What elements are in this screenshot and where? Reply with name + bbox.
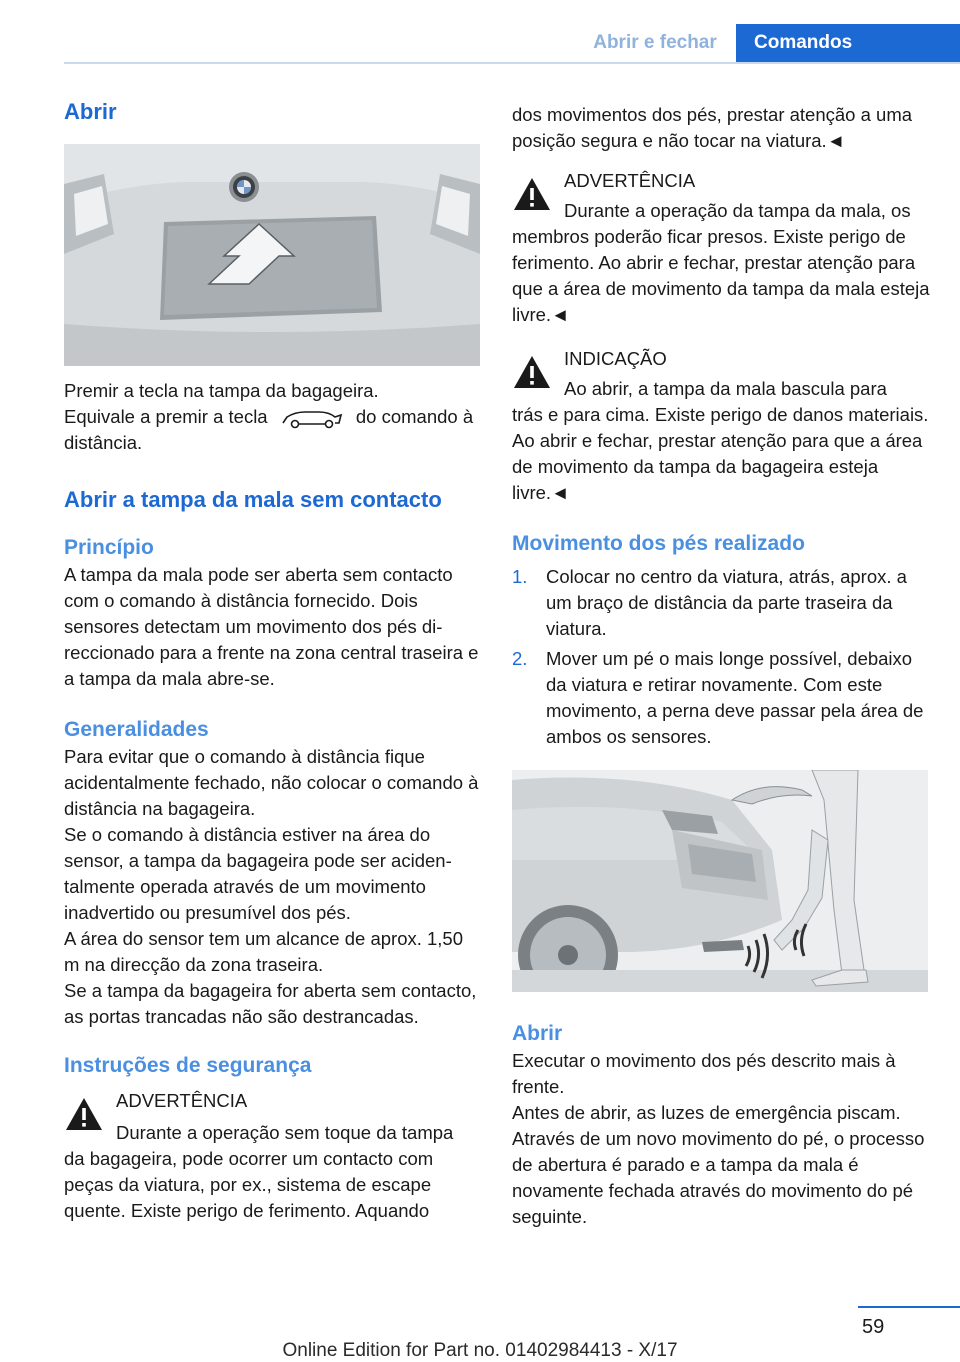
warning-box-1 bbox=[64, 1088, 482, 1224]
header-section-tab[interactable]: Abrir e fechar bbox=[593, 32, 717, 53]
steps-list bbox=[512, 564, 932, 750]
paragraph-abrir-3: Através de um novo movimento do pé, o processo de abertura é parado e a tampa da mala é novamente fechada através do movimento do pé seguinte. bbox=[512, 1128, 925, 1227]
header-divider bbox=[64, 62, 960, 64]
paragraph-abrir-2: Antes de abrir, as luzes de emergência piscam. bbox=[512, 1102, 901, 1123]
paragraph-gen-1: Para evitar que o comando à distância fique acidentalmente fechado, não colocar o comando à distância na bagageira. bbox=[64, 746, 479, 819]
warning-1-rest: da bagageira, pode ocorrer um contacto com peças da viatura, por ex., sistema de escape quente. Existe perigo de ferimento. Aquando bbox=[64, 1148, 434, 1221]
warning-triangle-icon bbox=[64, 1096, 104, 1132]
warning-2-title: ADVERTÊNCIA bbox=[564, 170, 696, 191]
paragraph-gen-4: Se a tampa da bagageira for aberta sem contacto, as portas trancadas não são destrancadas. bbox=[64, 980, 477, 1027]
paragraph-gen-2: Se o comando à distância estiver na área do sensor, a tampa da bagageira pode ser acidentalmente operada através de um movimento inadvertido ou presumível dos pés. bbox=[64, 824, 452, 923]
warning-2-lead: Durante a operação da tampa da mala, os bbox=[564, 200, 911, 221]
heading-movimento: Movimento dos pés realizado bbox=[512, 532, 805, 555]
warning-triangle-icon bbox=[512, 354, 552, 390]
heading-abrir-2: Abrir bbox=[512, 1022, 563, 1045]
paragraph-gen-3: A área do sensor tem um alcance de aprox. 1,50 m na direcção da zona traseira. bbox=[64, 928, 464, 975]
notice-title: INDICAÇÃO bbox=[564, 348, 667, 369]
trunk-button-illustration bbox=[64, 144, 480, 366]
heading-generalidades: Generalidades bbox=[64, 718, 209, 741]
heading-principio: Princípio bbox=[64, 536, 154, 559]
list-item bbox=[512, 564, 932, 642]
page-number: 59 bbox=[862, 1316, 885, 1338]
paragraph-equivale-cont: distância. bbox=[64, 432, 143, 453]
step-text: Mover um pé o mais longe possível, debaixo da viatura e retirar novamente. Com este movimento, a perna deve passar pela área de ambos os sensores. bbox=[546, 648, 924, 747]
list-item bbox=[512, 646, 932, 750]
heading-sem-contacto: Abrir a tampa da mala sem contacto bbox=[64, 487, 442, 512]
heading-abrir: Abrir bbox=[64, 99, 117, 124]
paragraph-equivale bbox=[64, 404, 482, 456]
notice-lead: Ao abrir, a tampa da mala bascula para bbox=[564, 378, 887, 399]
warning-triangle-icon bbox=[512, 176, 552, 212]
paragraph-equivale-before: Equivale a premir a tecla bbox=[64, 406, 268, 427]
warning-1-lead: Durante a operação sem toque da tampa bbox=[116, 1122, 454, 1143]
step-text: Colocar no centro da viatura, atrás, aprox. a um braço de distância da parte traseira da viatura. bbox=[546, 566, 907, 639]
car-trunk-icon bbox=[279, 407, 345, 429]
header-chapter-tab[interactable]: Comandos bbox=[736, 24, 960, 62]
paragraph-premir: Premir a tecla na tampa da bagageira. bbox=[64, 380, 379, 401]
warning-1-title: ADVERTÊNCIA bbox=[116, 1090, 248, 1111]
warning-2-rest: membros poderão ficar presos. Existe perigo de ferimento. Ao abrir e fechar, prestar atenção para que a área de movimento da tampa da mala esteja livre.◄ bbox=[512, 226, 930, 325]
warning-box-2 bbox=[512, 168, 932, 328]
notice-rest: trás e para cima. Existe perigo de danos materiais. Ao abrir e fechar, prestar atenção para que a área de movimento da tampa da bagageira esteja livre.◄ bbox=[512, 404, 929, 503]
step-number: 2. bbox=[512, 648, 528, 669]
right-column bbox=[512, 102, 932, 1230]
paragraph-principio: A tampa da mala pode ser aberta sem contacto com o comando à distância fornecido. Dois sensores detectam um movimento dos pés direccionado para a frente na zona central traseira e a tampa da mala abre-se. bbox=[64, 564, 479, 689]
paragraph-continuation: dos movimentos dos pés, prestar atenção a uma posição segura e não tocar na viatura.◄ bbox=[512, 104, 913, 151]
footer-divider bbox=[858, 1306, 960, 1308]
foot-movement-illustration bbox=[512, 770, 928, 992]
edition-footer: Online Edition for Part no. 01402984413 - X/17 bbox=[282, 1340, 678, 1361]
paragraph-equivale-after: do comando à bbox=[355, 406, 474, 427]
notice-box bbox=[512, 346, 932, 506]
heading-instrucoes: Instruções de segurança bbox=[64, 1054, 312, 1077]
step-number: 1. bbox=[512, 566, 528, 587]
left-column bbox=[64, 98, 482, 1224]
paragraph-abrir-1: Executar o movimento dos pés descrito mais à frente. bbox=[512, 1050, 896, 1097]
